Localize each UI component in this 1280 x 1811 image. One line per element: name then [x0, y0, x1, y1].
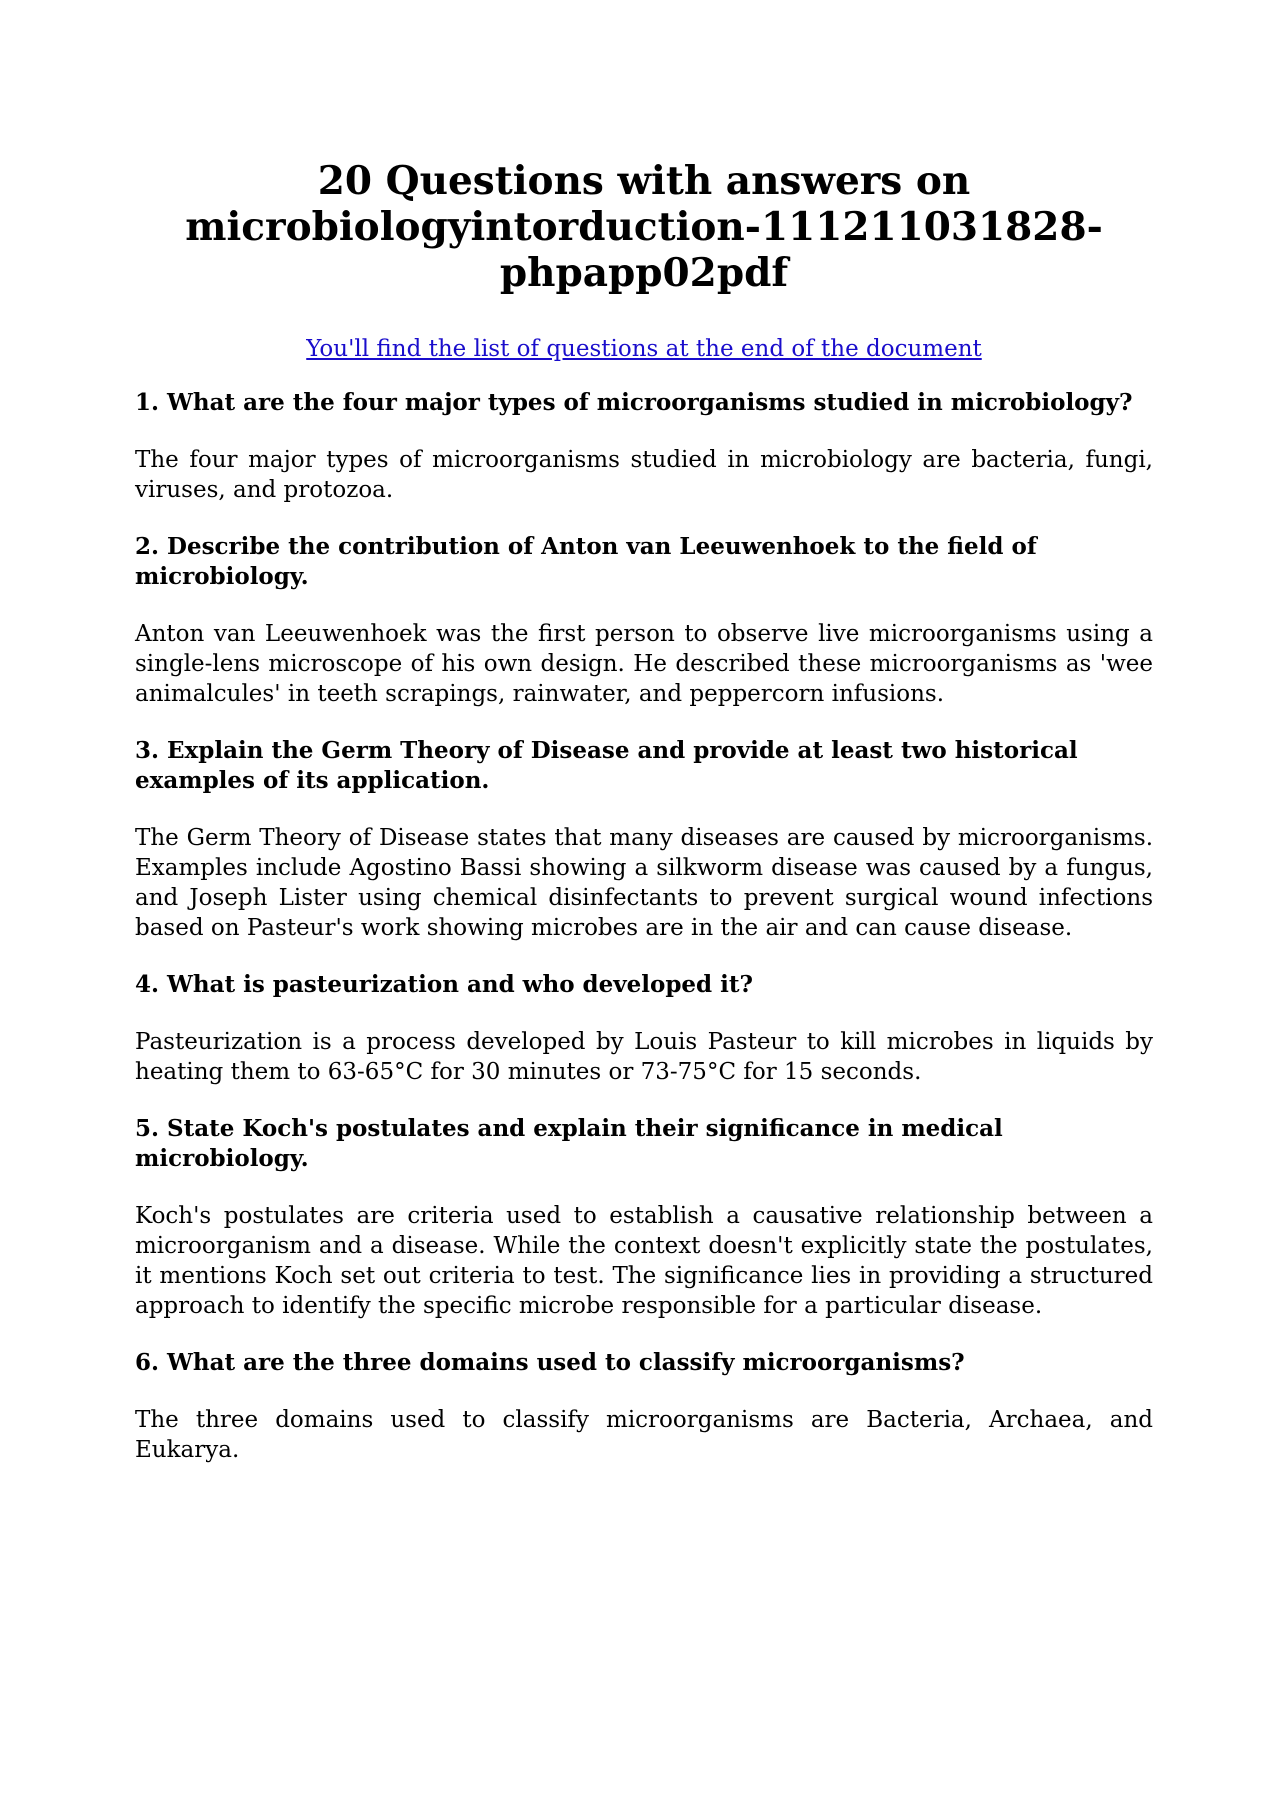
qa-item-4	[135, 970, 1153, 1087]
question-text: 3. Explain the Germ Theory of Disease and provide at least two historical examples of its application.	[135, 737, 1078, 794]
page-title: 20 Questions with answers on microbiologyintorduction-111211031828-phpapp02pdf	[185, 158, 1103, 296]
question-text: 4. What is pasteurization and who developed it?	[135, 971, 753, 998]
qa-item-1	[135, 388, 1153, 505]
question-text: 1. What are the four major types of microorganisms studied in microbiology?	[135, 389, 1133, 416]
document-page	[135, 158, 1153, 1492]
qa-item-6	[135, 1348, 1153, 1465]
qa-item-5	[135, 1114, 1153, 1321]
answer-text: Anton van Leeuwenhoek was the first person to observe live microorganisms using a single-lens microscope of his own design. He described these microorganisms as 'wee animalcules' in teeth scrapings, rainwater, and peppercorn infusions.	[135, 621, 1153, 707]
question-text: 6. What are the three domains used to classify microorganisms?	[135, 1349, 965, 1376]
qa-item-2	[135, 532, 1153, 709]
question-text: 2. Describe the contribution of Anton van Leeuwenhoek to the field of microbiology.	[135, 533, 1037, 590]
answer-text: Koch's postulates are criteria used to establish a causative relationship between a microorganism and a disease. While the context doesn't explicitly state the postulates, it mentions Koch set out criteria to test. The significance lies in providing a structured approach to identify the specific microbe responsible for a particular disease.	[135, 1203, 1153, 1319]
answer-text: The Germ Theory of Disease states that many diseases are caused by microorganisms. Examples include Agostino Bassi showing a silkworm disease was caused by a fungus, and Joseph Lister using chemical disinfectants to prevent surgical wound infections based on Pasteur's work showing microbes are in the air and can cause disease.	[135, 825, 1153, 941]
toc-link[interactable]: You'll find the list of questions at the end of the document	[306, 336, 982, 362]
answer-text: The three domains used to classify microorganisms are Bacteria, Archaea, and Eukarya.	[135, 1407, 1153, 1463]
qa-item-3	[135, 736, 1153, 943]
question-text: 5. State Koch's postulates and explain their significance in medical microbiology.	[135, 1115, 1003, 1172]
answer-text: The four major types of microorganisms studied in microbiology are bacteria, fungi, viruses, and protozoa.	[135, 447, 1153, 503]
answer-text: Pasteurization is a process developed by Louis Pasteur to kill microbes in liquids by heating them to 63-65°C for 30 minutes or 73-75°C for 15 seconds.	[135, 1029, 1153, 1085]
